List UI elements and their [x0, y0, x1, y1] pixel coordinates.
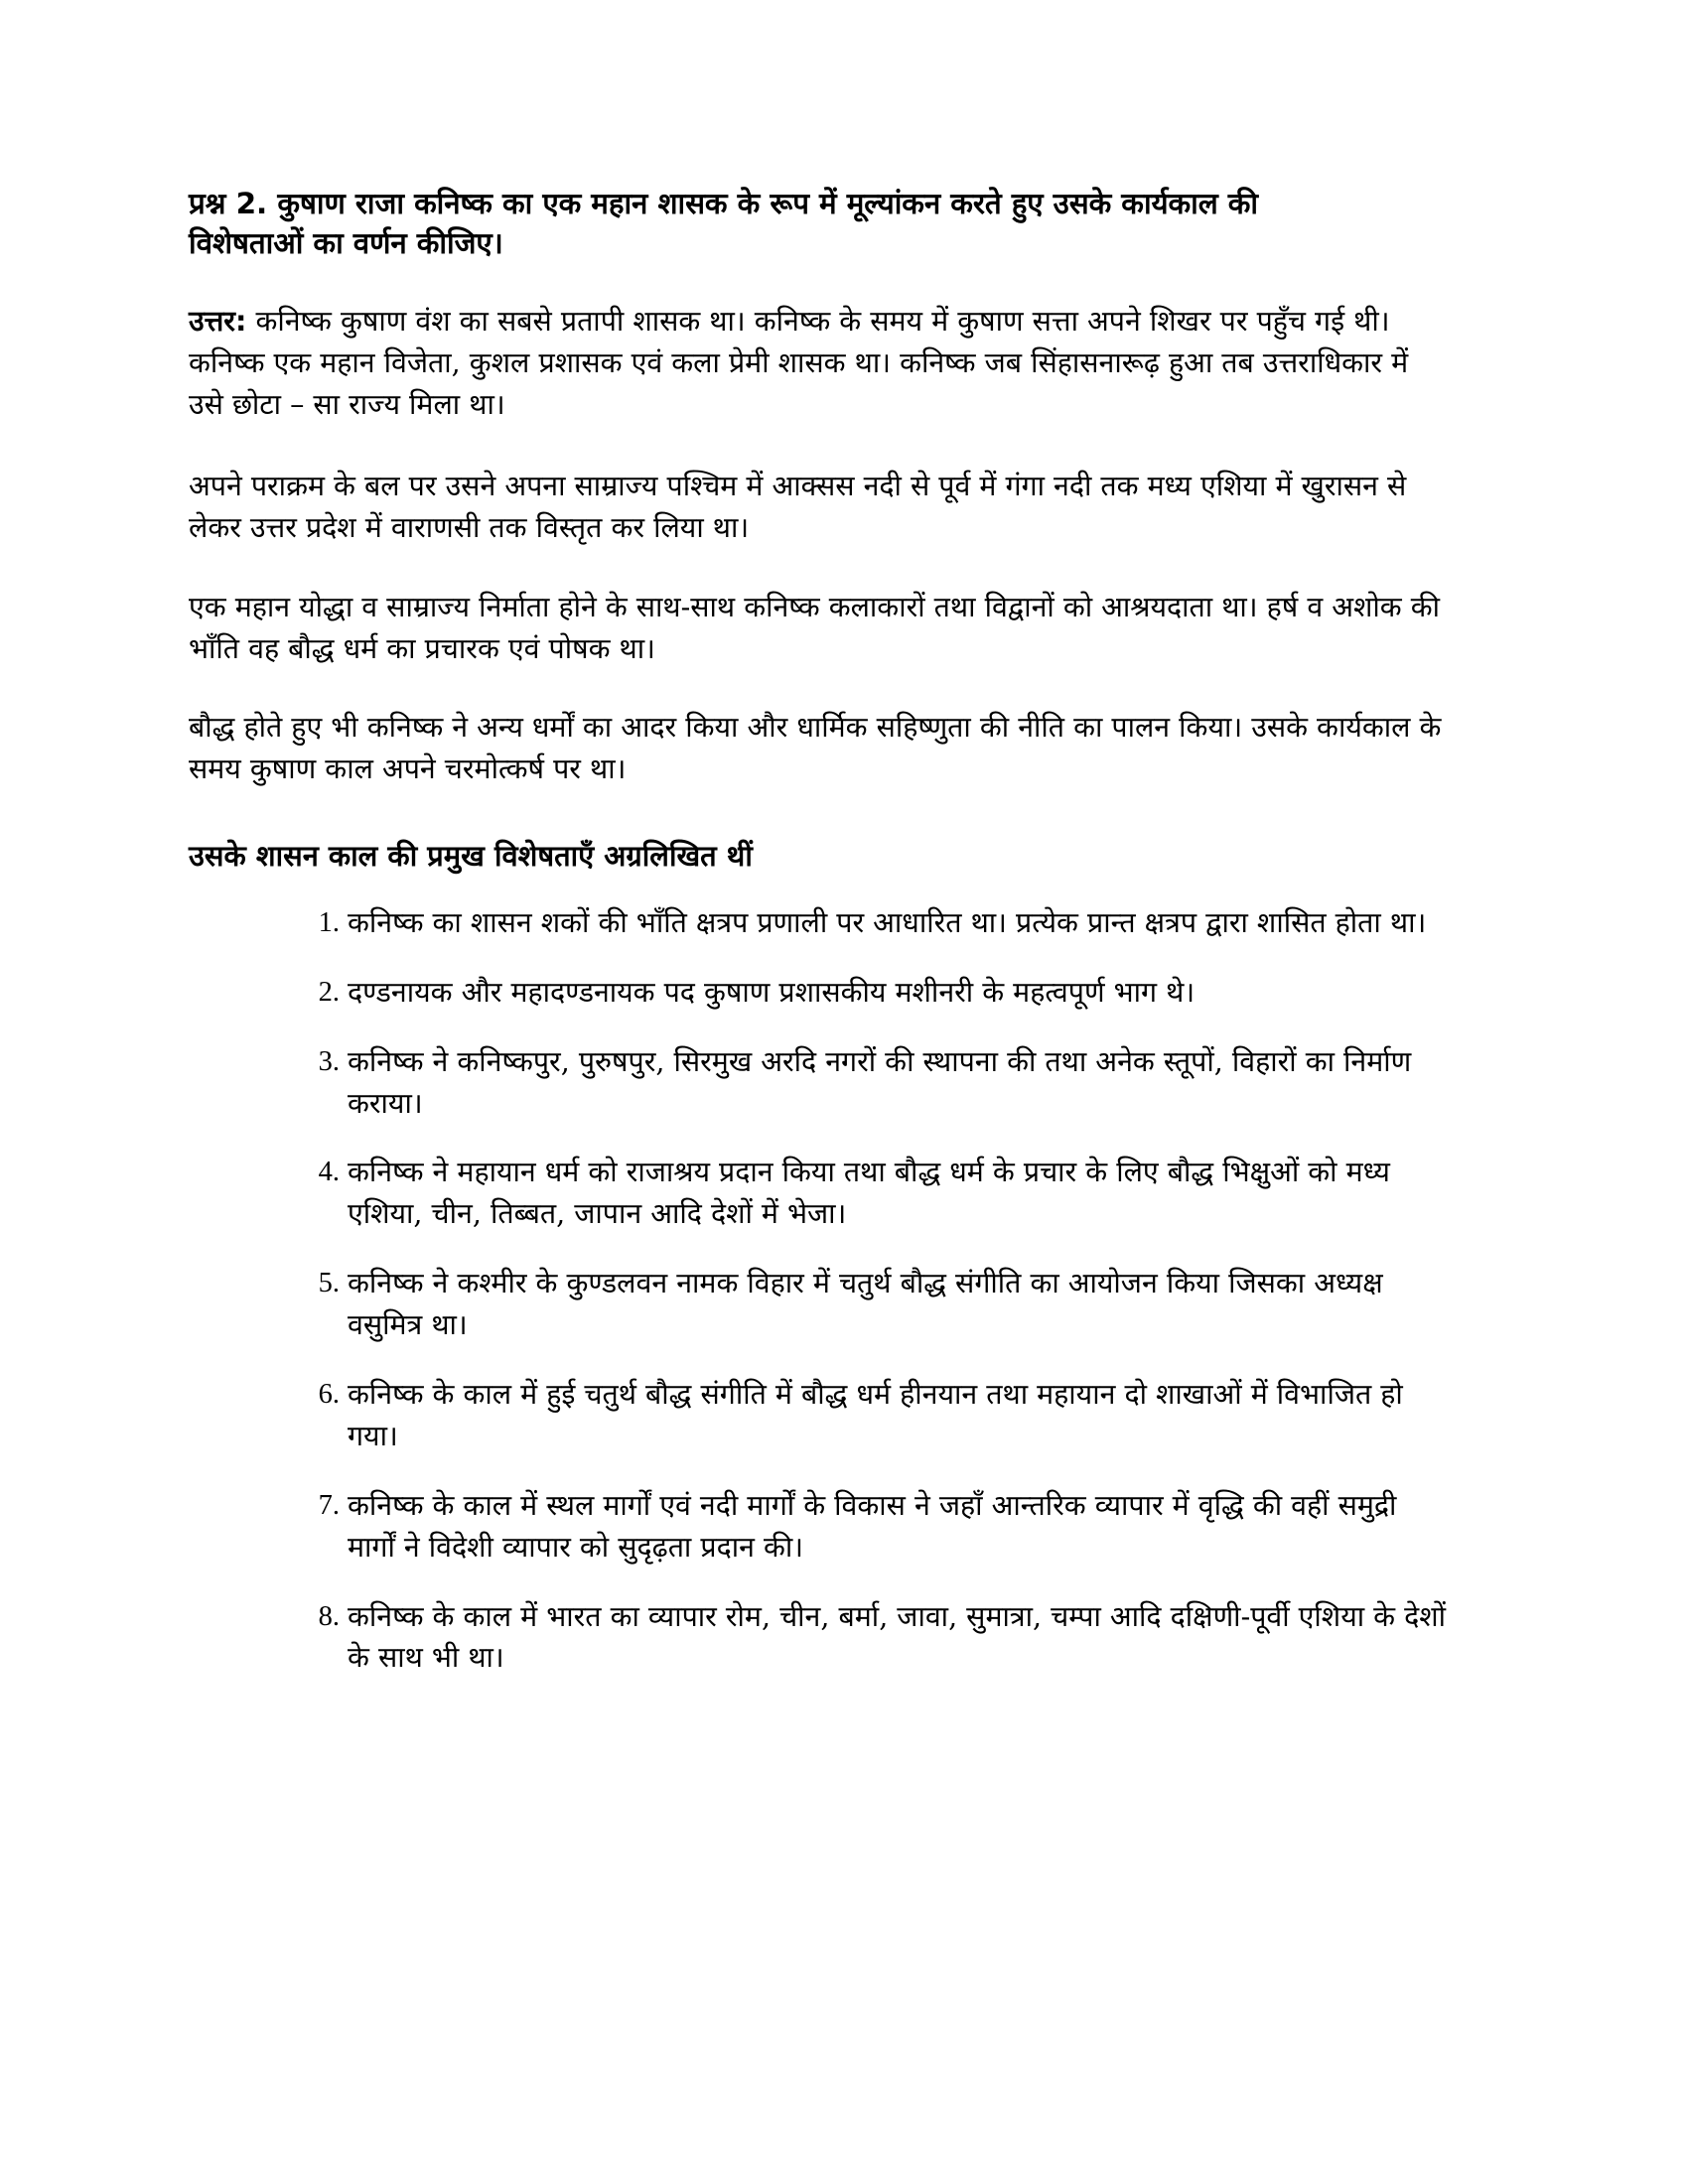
- answer-paragraph-1-text: कनिष्क कुषाण वंश का सबसे प्रतापी शासक था। कनिष्क के समय में कुषाण सत्ता अपने शिखर पर पहुँच गई थी। कनिष्क एक महान विजेता, कुशल प्रशासक एवं कला प्रेमी शासक था। कनिष्क जब सिंहासनारूढ़ हुआ तब उत्तराधिकार में उसे छोटा – सा राज्य मिला था।: [189, 305, 1409, 421]
- list-item: कनिष्क के काल में हुई चतुर्थ बौद्ध संगीति में बौद्ध धर्म हीनयान तथा महायान दो शाखाओं में विभाजित हो गया।: [348, 1377, 1403, 1452]
- list-item: कनिष्क ने महायान धर्म को राजाश्रय प्रदान किया तथा बौद्ध धर्म के प्रचार के लिए बौद्ध भिक्षुओं को मध्य एशिया, चीन, तिब्बत, जापान आदि देशों में भेजा।: [348, 1156, 1390, 1231]
- list-item: दण्डनायक और महादण्डनायक पद कुषाण प्रशासकीय मशीनरी के महत्वपूर्ण भाग थे।: [348, 975, 1196, 1009]
- answer-label: उत्तर:: [189, 305, 247, 339]
- list-item: कनिष्क के काल में स्थल मार्गों एवं नदी मार्गों के विकास ने जहाँ आन्तरिक व्यापार में वृद्धि की वहीं समुद्री मार्गों ने विदेशी व्यापार को सुदृढ़ता प्रदान की।: [348, 1488, 1397, 1564]
- document-body: [189, 184, 1450, 1679]
- list-item: कनिष्क का शासन शकों की भाँति क्षत्रप प्रणाली पर आधारित था। प्रत्येक प्रान्त क्षत्रप द्वारा शासित होता था।: [348, 905, 1427, 939]
- answer-paragraph-2: अपने पराक्रम के बल पर उसने अपना साम्राज्य पश्चिम में आक्सस नदी से पूर्व में गंगा नदी तक मध्य एशिया में खुरासन से लेकर उत्तर प्रदेश में वाराणसी तक विस्तृत कर लिया था।: [189, 469, 1407, 544]
- answer-paragraph-1: [189, 301, 1450, 426]
- features-list: [189, 902, 1450, 1679]
- features-section-heading: उसके शासन काल की प्रमुख विशेषताएँ अग्रलिखित थीं: [189, 839, 753, 874]
- list-item: कनिष्क ने कश्मीर के कुण्डलवन नामक विहार में चतुर्थ बौद्ध संगीति का आयोजन किया जिसका अध्यक्ष वसुमित्र था।: [348, 1267, 1383, 1342]
- question-heading: प्रश्न 2. कुषाण राजा कनिष्क का एक महान शासक के रूप में मूल्यांकन करते हुए उसके कार्यकाल की विशेषताओं का वर्णन कीजिए।: [189, 187, 1258, 261]
- answer-paragraph-4: बौद्ध होते हुए भी कनिष्क ने अन्य धर्मों का आदर किया और धार्मिक सहिष्णुता की नीति का पालन किया। उसके कार्यकाल के समय कुषाण काल अपने चरमोत्कर्ष पर था।: [189, 711, 1442, 786]
- list-item: कनिष्क के काल में भारत का व्यापार रोम, चीन, बर्मा, जावा, सुमात्रा, चम्पा आदि दक्षिणी-पूर्वी एशिया के देशों के साथ भी था।: [348, 1599, 1447, 1675]
- list-item: कनिष्क ने कनिष्कपुर, पुरुषपुर, सिरमुख अरदि नगरों की स्थापना की तथा अनेक स्तूपों, विहारों का निर्माण कराया।: [348, 1044, 1412, 1120]
- answer-paragraph-3: एक महान योद्धा व साम्राज्य निर्माता होने के साथ-साथ कनिष्क कलाकारों तथा विद्वानों को आश्रयदाता था। हर्ष व अशोक की भाँति वह बौद्ध धर्म का प्रचारक एवं पोषक था।: [189, 590, 1440, 665]
